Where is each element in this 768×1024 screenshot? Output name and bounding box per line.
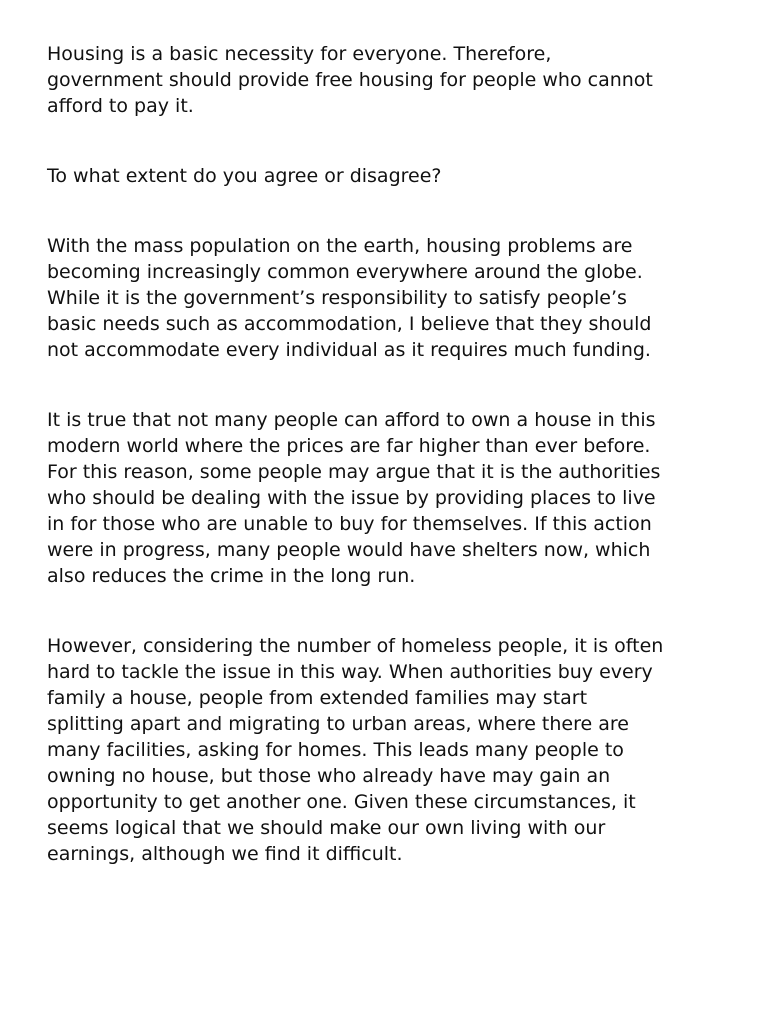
- paragraph-body-2: However, considering the number of homeless people, it is often hard to tackle the issue in this way. When authorities buy every family a house, people from extended families may start splitting apart and migrating to urban areas, where there are many facilities, asking for homes. This leads many people to owning no house, but those who already have may gain an opportunity to get another one. Given these circumstances, it seems logical that we should make our own living with our earnings, although we find it difficult.: [47, 635, 664, 865]
- document-page: [47, 41, 727, 867]
- paragraph-body-1: It is true that not many people can afford to own a house in this modern world where the prices are far higher than ever before. For this reason, some people may argue that it is the authorities who should be dealing with the issue by providing places to live in for those who are unable to buy for themselves. If this action were in progress, many people would have shelters now, which also reduces the crime in the long run.: [47, 409, 661, 587]
- paragraph-introduction: With the mass population on the earth, housing problems are becoming increasingly common everywhere around the globe. While it is the government’s responsibility to satisfy people’s basic needs such as accommodation, I believe that they should not accommodate every individual as it requires much funding.: [47, 235, 652, 361]
- essay-prompt: Housing is a basic necessity for everyone. Therefore, government should provide free housing for people who cannot afford to pay it.: [47, 43, 653, 117]
- essay-question: To what extent do you agree or disagree?: [47, 165, 442, 187]
